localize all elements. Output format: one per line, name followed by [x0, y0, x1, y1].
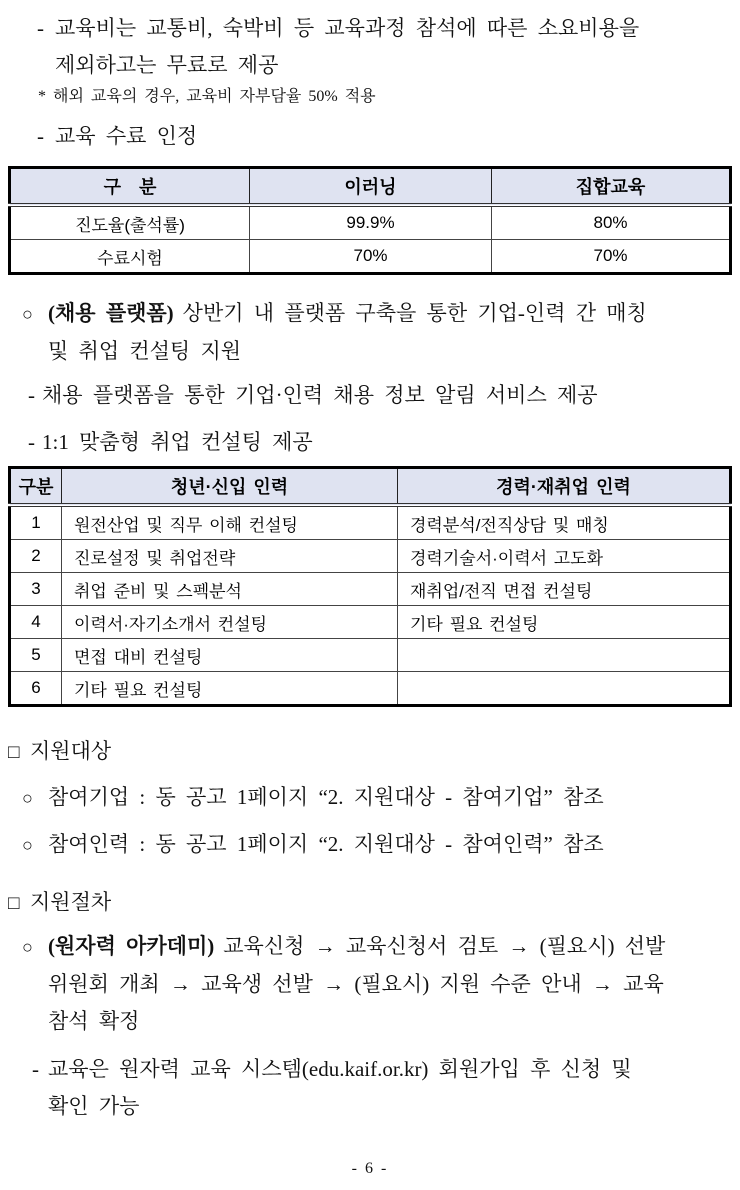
para-target-people	[8, 826, 732, 864]
para-procedure-sub	[8, 1051, 732, 1125]
completion-table-header-row	[10, 168, 731, 206]
consulting-cell	[398, 672, 731, 706]
para-completion-text: 교육 수료 인정	[55, 124, 198, 148]
table-row	[10, 505, 731, 540]
consulting-header-career: 경력·재취업 인력	[398, 468, 731, 506]
academy-line3: 참석 확정	[48, 1009, 140, 1033]
consulting-cell-no: 6	[10, 672, 62, 706]
table-row	[10, 205, 731, 240]
para-education-fee	[8, 10, 732, 84]
consulting-cell-no: 4	[10, 606, 62, 639]
table-row	[10, 240, 731, 274]
page-number: - 6 -	[351, 1160, 389, 1177]
para-procedure-academy	[8, 928, 732, 1040]
section-target-heading	[8, 733, 732, 771]
dash-bullet: -	[28, 430, 35, 454]
procedure-sub-line1: 교육은 원자력 교육 시스템(edu.kaif.or.kr) 회원가입 후 신청 및	[48, 1057, 632, 1081]
circle-bullet: ○	[22, 835, 33, 855]
footnote-overseas: * 해외 교육의 경우, 교육비 자부담율 50% 적용	[38, 88, 376, 105]
consulting-cell: 이력서·자기소개서 컨설팅	[62, 606, 398, 639]
consulting-cell: 면접 대비 컨설팅	[62, 639, 398, 672]
square-bullet: □	[8, 893, 20, 914]
para-completion	[8, 118, 732, 155]
academy-line1: 교육신청 → 교육신청서 검토 → (필요시) 선발	[223, 934, 666, 958]
consulting-cell: 기타 필요 컨설팅	[398, 606, 731, 639]
consulting-header-no: 구분	[10, 468, 62, 506]
completion-header-elearning: 이러닝	[250, 168, 492, 206]
circle-bullet: ○	[22, 937, 33, 957]
circle-bullet: ○	[22, 788, 33, 808]
completion-cell: 70%	[250, 240, 492, 274]
para-platform-sub1	[8, 377, 732, 414]
dash-bullet: -	[37, 124, 44, 148]
para-platform-sub2	[8, 424, 732, 461]
consulting-cell: 기타 필요 컨설팅	[62, 672, 398, 706]
table-row	[10, 606, 731, 639]
completion-cell: 70%	[492, 240, 731, 274]
consulting-cell-no: 1	[10, 505, 62, 540]
para-education-fee-line1	[37, 10, 732, 47]
completion-header-group: 집합교육	[492, 168, 731, 206]
completion-cell: 99.9%	[250, 205, 492, 240]
consulting-table-wrap	[8, 466, 732, 707]
completion-cell: 80%	[492, 205, 731, 240]
table-row	[10, 672, 731, 706]
procedure-sub-line2: 확인 가능	[48, 1094, 140, 1118]
consulting-cell	[398, 639, 731, 672]
para-education-fee-text1: 교육비는 교통비, 숙박비 등 교육과정 참석에 따른 소요비용을	[55, 16, 640, 40]
completion-table	[8, 166, 732, 275]
consulting-cell: 재취업/전직 면접 컨설팅	[398, 573, 731, 606]
academy-line2: 위원회 개최 → 교육생 선발 → (필요시) 지원 수준 안내 → 교육	[48, 972, 664, 996]
target-company-text: 참여기업 : 동 공고 1페이지 “2. 지원대상 - 참여기업” 참조	[48, 785, 604, 809]
academy-label: (원자력 아카데미)	[48, 934, 215, 958]
completion-header-category: 구 분	[10, 168, 250, 206]
consulting-table-header-row	[10, 468, 731, 506]
section-target-title: 지원대상	[30, 739, 112, 763]
consulting-cell-no: 3	[10, 573, 62, 606]
completion-cell: 수료시험	[10, 240, 250, 274]
consulting-cell-no: 2	[10, 540, 62, 573]
completion-table-wrap	[8, 166, 732, 275]
platform-sub2-text: 1:1 맞춤형 취업 컨설팅 제공	[42, 430, 313, 454]
table-row	[10, 540, 731, 573]
consulting-table	[8, 466, 732, 707]
dash-bullet: -	[32, 1057, 39, 1081]
consulting-cell-no: 5	[10, 639, 62, 672]
para-target-company	[8, 779, 732, 817]
table-row	[10, 639, 731, 672]
section-procedure-title: 지원절차	[30, 890, 112, 914]
platform-line1: 상반기 내 플랫폼 구축을 통한 기업-인력 간 매칭	[182, 301, 647, 325]
consulting-cell: 취업 준비 및 스펙분석	[62, 573, 398, 606]
square-bullet: □	[8, 742, 20, 763]
target-people-text: 참여인력 : 동 공고 1페이지 “2. 지원대상 - 참여인력” 참조	[48, 832, 604, 856]
dash-bullet: -	[37, 16, 44, 40]
para-recruit-platform	[8, 295, 732, 370]
platform-line2: 및 취업 컨설팅 지원	[48, 339, 242, 363]
dash-bullet: -	[28, 383, 35, 407]
platform-sub1-text: 채용 플랫폼을 통한 기업·인력 채용 정보 알림 서비스 제공	[42, 383, 598, 407]
section-procedure-heading	[8, 884, 732, 922]
circle-bullet: ○	[22, 304, 33, 324]
consulting-cell: 원전산업 및 직무 이해 컨설팅	[62, 505, 398, 540]
table-row	[10, 573, 731, 606]
consulting-cell: 경력분석/전직상담 및 매칭	[398, 505, 731, 540]
completion-cell: 진도율(출석률)	[10, 205, 250, 240]
platform-label: (채용 플랫폼)	[48, 301, 174, 325]
consulting-cell: 경력기술서·이력서 고도화	[398, 540, 731, 573]
consulting-header-young: 청년·신입 인력	[62, 468, 398, 506]
para-education-fee-line2: 제외하고는 무료로 제공	[55, 53, 279, 77]
consulting-cell: 진로설정 및 취업전략	[62, 540, 398, 573]
